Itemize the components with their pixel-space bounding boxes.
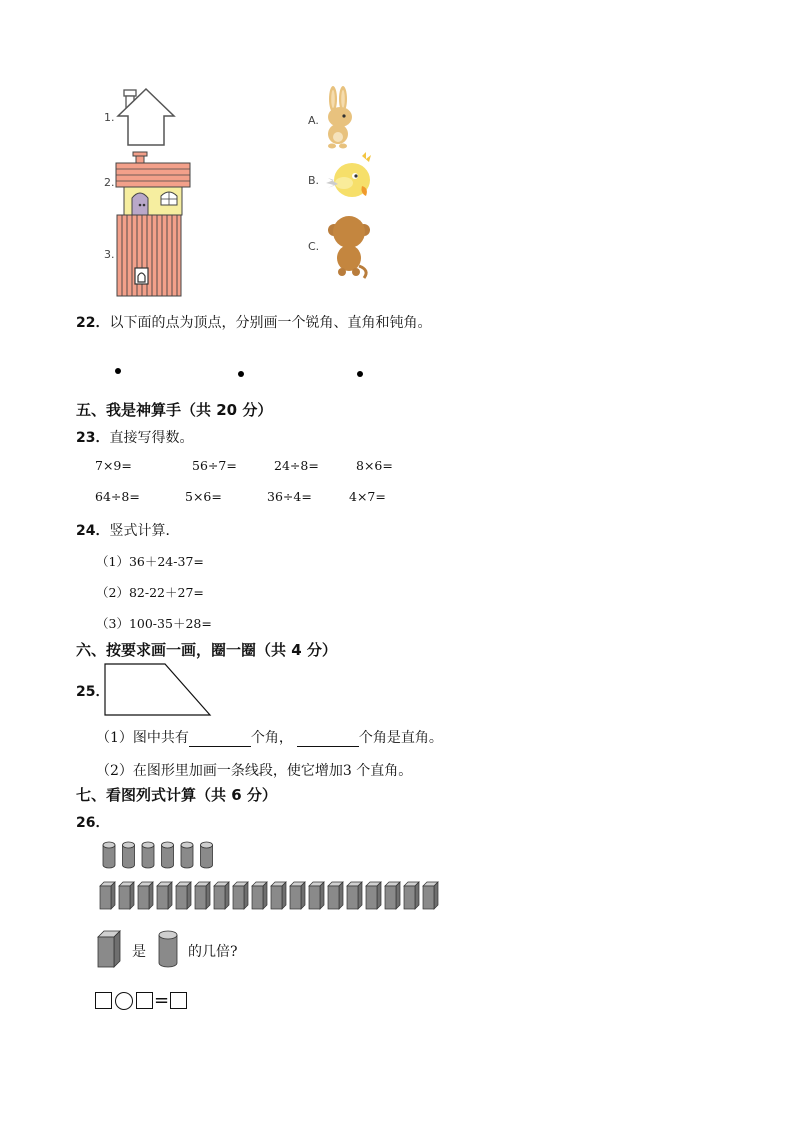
- cuboid-item: [347, 882, 362, 909]
- cuboid-item: [195, 882, 210, 909]
- cylinder-item: [162, 842, 174, 868]
- cylinder-item: [123, 842, 135, 868]
- answer-blank-total-angles[interactable]: [189, 732, 251, 747]
- section-7-title: 七、看图列式计算（共 6 分）: [76, 786, 277, 804]
- answer-blank-right-angles[interactable]: [297, 732, 359, 747]
- cylinder-item: [103, 842, 115, 868]
- cuboid-item: [328, 882, 343, 909]
- q26-number: 26．: [76, 815, 110, 831]
- oral-calc-item: 24÷8=: [274, 458, 319, 473]
- monkey-icon: [326, 212, 372, 280]
- q23-text: 直接写得数。: [109, 430, 194, 446]
- cuboid-item: [138, 882, 153, 909]
- q25-number: 25．: [76, 684, 110, 700]
- section-6-title: 六、按要求画一画，圈一圈（共 4 分）: [76, 641, 337, 659]
- q24-number: 24．: [76, 523, 110, 539]
- cuboid-item: [233, 882, 248, 909]
- oral-calc-item: 8×6=: [356, 458, 393, 473]
- cuboid-row: [98, 880, 444, 912]
- house-outline-figure: [114, 86, 178, 148]
- cylinder-item: [142, 842, 154, 868]
- q25-part1: [96, 727, 443, 747]
- cuboid-item: [252, 882, 267, 909]
- cuboid-item: [290, 882, 305, 909]
- cuboid-icon: [96, 929, 122, 969]
- match-label-a: A.: [308, 114, 319, 127]
- equation-template: [95, 990, 187, 1011]
- cuboid-item: [366, 882, 381, 909]
- match-label-c: C.: [308, 240, 320, 253]
- house-colored-figure: [114, 150, 194, 216]
- equation-box-2[interactable]: [136, 992, 153, 1009]
- oral-calc-item: 64÷8=: [95, 489, 140, 504]
- vertical-calc-item-3: （3）100-35＋28=: [96, 616, 212, 631]
- q25-part2: （2）在图形里加画一条线段，使它增加3 个直角。: [96, 763, 413, 779]
- rabbit-icon: [318, 85, 360, 151]
- oral-calc-item: 36÷4=: [267, 489, 312, 504]
- cuboid-item: [404, 882, 419, 909]
- equation-box-1[interactable]: [95, 992, 112, 1009]
- vertex-point-1[interactable]: [115, 368, 121, 374]
- q23-prompt: [76, 427, 193, 447]
- vertical-calc-item-1: （1）36＋24-37=: [96, 554, 204, 569]
- q23-number: 23．: [76, 430, 110, 446]
- oral-calc-item: 56÷7=: [192, 458, 237, 473]
- trapezoid-figure[interactable]: [103, 662, 215, 718]
- cuboid-item: [176, 882, 191, 909]
- match-label-b: B.: [308, 174, 320, 187]
- match-label-1: 1.: [104, 111, 115, 124]
- cuboid-item: [100, 882, 115, 909]
- vertical-calc-item-2: （2）82-22＋27=: [96, 585, 204, 600]
- cuboid-item: [423, 882, 438, 909]
- match-label-3: 3.: [104, 248, 115, 261]
- q26-is-text: 是: [132, 944, 146, 960]
- vertex-point-3[interactable]: [357, 371, 363, 377]
- equals-sign: =: [154, 990, 170, 1011]
- vertex-point-2[interactable]: [238, 371, 244, 377]
- q26-times-text: 的几倍?: [188, 944, 238, 960]
- q25-part1-suffix: 个角是直角。: [358, 730, 443, 746]
- q25-part1-mid: 个角，: [250, 730, 293, 746]
- cuboid-item: [119, 882, 134, 909]
- oral-calc-item: 4×7=: [349, 489, 386, 504]
- q24-text: 竖式计算．: [109, 523, 180, 539]
- cuboid-item: [271, 882, 286, 909]
- q22-prompt: [76, 312, 431, 332]
- equation-box-result[interactable]: [170, 992, 187, 1009]
- section-5-title: 五、我是神算手（共 20 分）: [76, 401, 273, 419]
- q24-prompt: [76, 520, 179, 540]
- cylinder-icon: [157, 929, 179, 971]
- q22-number: 22．: [76, 315, 110, 331]
- cylinder-item: [181, 842, 193, 868]
- match-label-2: 2.: [104, 176, 115, 189]
- cuboid-item: [157, 882, 172, 909]
- cylinder-item: [201, 842, 213, 868]
- house-striped-figure: [114, 214, 186, 298]
- cuboid-item: [214, 882, 229, 909]
- chick-icon: [322, 150, 380, 208]
- oral-calc-item: 5×6=: [185, 489, 222, 504]
- cylinder-row: [100, 838, 220, 872]
- equation-operator-circle[interactable]: [115, 992, 133, 1010]
- q22-text: 以下面的点为顶点，分别画一个锐角、直角和钝角。: [109, 315, 432, 331]
- cuboid-item: [385, 882, 400, 909]
- q25-part1-prefix: （1）图中共有: [96, 730, 189, 746]
- cuboid-item: [309, 882, 324, 909]
- oral-calc-item: 7×9=: [95, 458, 132, 473]
